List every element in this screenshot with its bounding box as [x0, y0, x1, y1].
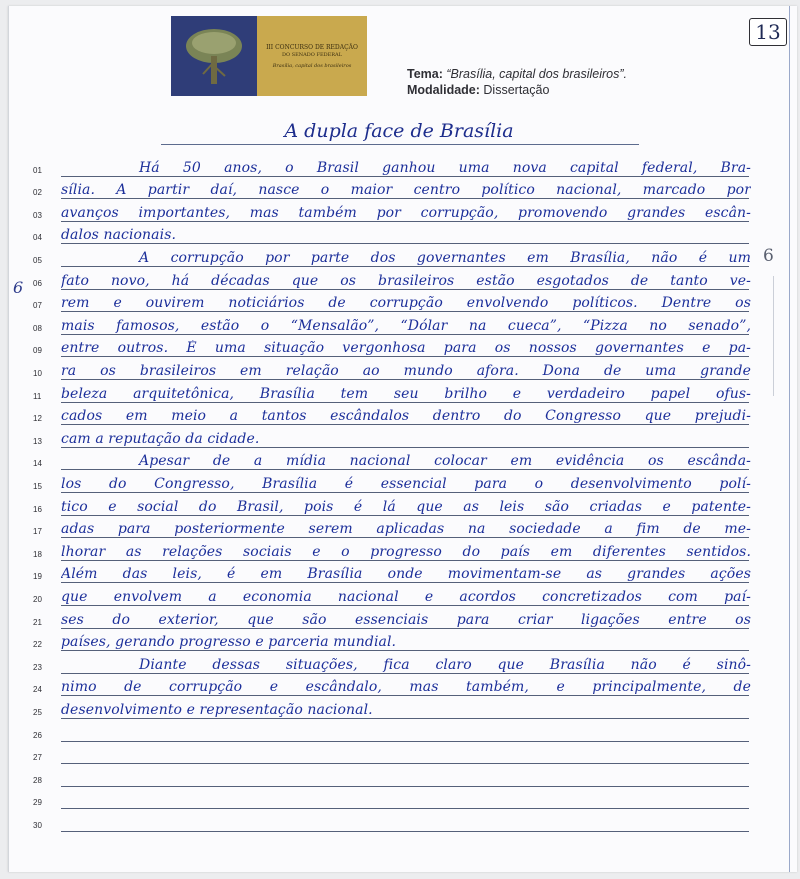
margin-note-left: 6 — [13, 278, 24, 297]
handwritten-text: los do Congresso, Brasília é essencial para o desenvolvimento polí- — [61, 475, 751, 492]
line-number: 20 — [33, 594, 42, 604]
handwritten-text: Além das leis, é em Brasília onde movimentam-se as grandes ações — [61, 566, 751, 583]
handwritten-text: rem e ouvirem noticiários de corrupção envolvendo políticos. Dentre os — [61, 295, 751, 312]
handwritten-text: cam a reputação da cidade. — [61, 430, 260, 447]
handwritten-text: ra os brasileiros em relação ao mundo afora. Dona de uma grande — [61, 362, 751, 379]
line-rule — [61, 289, 749, 290]
line-number: 10 — [33, 368, 42, 378]
line-number: 03 — [33, 210, 42, 220]
line-rule — [61, 560, 749, 561]
essay-line — [9, 359, 797, 382]
line-number: 25 — [33, 707, 42, 717]
essay-line — [9, 585, 797, 608]
handwritten-text: dalos nacionais. — [61, 227, 177, 244]
essay-line — [9, 427, 797, 450]
handwritten-text: Apesar de a mídia nacional colocar em evidência os escânda- — [139, 453, 751, 470]
handwritten-text: tico e social do Brasil, pois é lá que as leis são criadas e patente- — [61, 498, 751, 515]
essay-line — [9, 405, 797, 428]
theme-block — [407, 66, 627, 98]
essay-line — [9, 766, 797, 789]
line-number: 26 — [33, 730, 42, 740]
essay-line — [9, 382, 797, 405]
essay-line — [9, 292, 797, 315]
line-number: 27 — [33, 753, 42, 763]
handwritten-text: adas para posteriormente serem aplicadas na sociedade a fim de me- — [61, 521, 751, 538]
line-rule — [61, 808, 749, 809]
essay-line — [9, 608, 797, 631]
line-rule — [61, 786, 749, 787]
line-number: 04 — [33, 233, 42, 243]
line-number: 18 — [33, 549, 42, 559]
handwritten-text: fato novo, há décadas que os brasileiros estão esgotados de tanto ve- — [61, 272, 751, 289]
line-number: 19 — [33, 572, 42, 582]
essay-line — [9, 269, 797, 292]
handwritten-text: sília. A partir daí, nasce o maior centro político nacional, marcado por — [61, 182, 751, 199]
line-rule — [61, 492, 749, 493]
essay-line — [9, 540, 797, 563]
logo-line-2: DO SENADO FEDERAL — [282, 51, 342, 58]
handwritten-text: nimo de corrupção e escândalo, mas também, e principalmente, de — [61, 679, 751, 696]
handwritten-text: entre outros. É uma situação vergonhosa para os nossos governantes e pa- — [61, 340, 751, 357]
line-rule — [61, 650, 749, 651]
line-number: 28 — [33, 775, 42, 785]
essay-line — [9, 744, 797, 767]
line-number: 12 — [33, 414, 42, 424]
handwritten-text: que envolvem a economia nacional e acordos concretizados com paí- — [61, 588, 751, 605]
handwritten-text: ses do exterior, que são essenciais para criar ligações entre os — [61, 611, 751, 628]
line-number: 17 — [33, 527, 42, 537]
modality-row — [407, 82, 627, 98]
logo-text-panel — [257, 16, 367, 96]
essay-line — [9, 314, 797, 337]
logo-line-1: III CONCURSO DE REDAÇÃO — [266, 43, 358, 51]
handwritten-text: Diante dessas situações, fica claro que Brasília não é sinô- — [139, 656, 751, 673]
line-rule — [61, 831, 749, 832]
line-rule — [61, 628, 749, 629]
line-number: 02 — [33, 188, 42, 198]
essay-line — [9, 811, 797, 834]
handwritten-text: mais famosos, estão o “Mensalão”, “Dólar na cueca”, “Pizza no senado”, — [61, 317, 751, 334]
line-rule — [61, 356, 749, 357]
line-number: 24 — [33, 685, 42, 695]
line-number: 13 — [33, 436, 42, 446]
contest-logo — [171, 16, 367, 96]
line-rule — [61, 515, 749, 516]
line-number: 09 — [33, 346, 42, 356]
theme-value: “Brasília, capital dos brasileiros”. — [446, 67, 627, 81]
line-rule — [61, 695, 749, 696]
essay-line — [9, 698, 797, 721]
line-rule — [61, 311, 749, 312]
line-rule — [61, 537, 749, 538]
line-rule — [61, 718, 749, 719]
handwritten-text: cados em meio a tantos escândalos dentro do Congresso que prejudi- — [61, 408, 751, 425]
modality-value: Dissertação — [483, 83, 550, 97]
line-rule — [61, 673, 749, 674]
line-rule — [61, 243, 749, 244]
line-rule — [61, 221, 749, 222]
handwritten-text: A corrupção por parte dos governantes em Brasília, não é um — [139, 249, 751, 266]
line-number: 30 — [33, 820, 42, 830]
line-number: 23 — [33, 662, 42, 672]
essay-line — [9, 631, 797, 654]
line-rule — [61, 266, 749, 267]
essay-line — [9, 676, 797, 699]
line-rule — [61, 334, 749, 335]
line-number: 05 — [33, 255, 42, 265]
title-rule — [161, 144, 639, 145]
essay-line — [9, 653, 797, 676]
line-number: 08 — [33, 323, 42, 333]
essay-line — [9, 337, 797, 360]
essay-line — [9, 789, 797, 812]
essay-line — [9, 246, 797, 269]
modality-label: Modalidade: — [407, 83, 480, 97]
line-rule — [61, 402, 749, 403]
margin-note-right: 6 — [763, 246, 774, 266]
handwritten-text: países, gerando progresso e parceria mundial. — [61, 634, 397, 651]
line-rule — [61, 379, 749, 380]
line-rule — [61, 741, 749, 742]
line-rule — [61, 763, 749, 764]
essay-line — [9, 224, 797, 247]
line-rule — [61, 582, 749, 583]
essay-line — [9, 518, 797, 541]
line-number: 16 — [33, 504, 42, 514]
line-rule — [61, 424, 749, 425]
line-number: 22 — [33, 640, 42, 650]
handwritten-text: Há 50 anos, o Brasil ganhou uma nova capital federal, Bra- — [139, 159, 751, 176]
handwritten-text: desenvolvimento e representação nacional. — [61, 701, 373, 718]
line-number: 15 — [33, 481, 42, 491]
page-number-box: 13 — [749, 18, 787, 46]
line-rule — [61, 447, 749, 448]
line-rule — [61, 469, 749, 470]
handwritten-text: lhorar as relações sociais e o progresso do país em diferentes sentidos. — [61, 543, 751, 560]
logo-line-3: Brasília, capital dos brasileiros — [272, 62, 352, 69]
line-rule — [61, 605, 749, 606]
line-number: 07 — [33, 301, 42, 311]
essay-line — [9, 721, 797, 744]
essay-line — [9, 563, 797, 586]
line-rule — [61, 198, 749, 199]
essay-line — [9, 450, 797, 473]
line-number: 06 — [33, 278, 42, 288]
handwritten-text: avanços importantes, mas também por corrupção, promovendo grandes escân- — [61, 204, 751, 221]
line-number: 29 — [33, 798, 42, 808]
line-number: 01 — [33, 165, 42, 175]
essay-line — [9, 156, 797, 179]
tree-emblem-icon — [171, 16, 257, 96]
handwritten-text: beleza arquitetônica, Brasília tem seu brilho e verdadeiro papel ofus- — [61, 385, 751, 402]
essay-sheet — [8, 6, 797, 872]
essay-line — [9, 472, 797, 495]
line-number: 14 — [33, 459, 42, 469]
theme-label: Tema: — [407, 67, 443, 81]
line-number: 21 — [33, 617, 42, 627]
essay-line — [9, 179, 797, 202]
line-rule — [61, 176, 749, 177]
theme-row — [407, 66, 627, 82]
essay-title: A dupla face de Brasília — [284, 120, 514, 142]
line-number: 11 — [33, 391, 42, 401]
essay-line — [9, 201, 797, 224]
essay-line — [9, 495, 797, 518]
